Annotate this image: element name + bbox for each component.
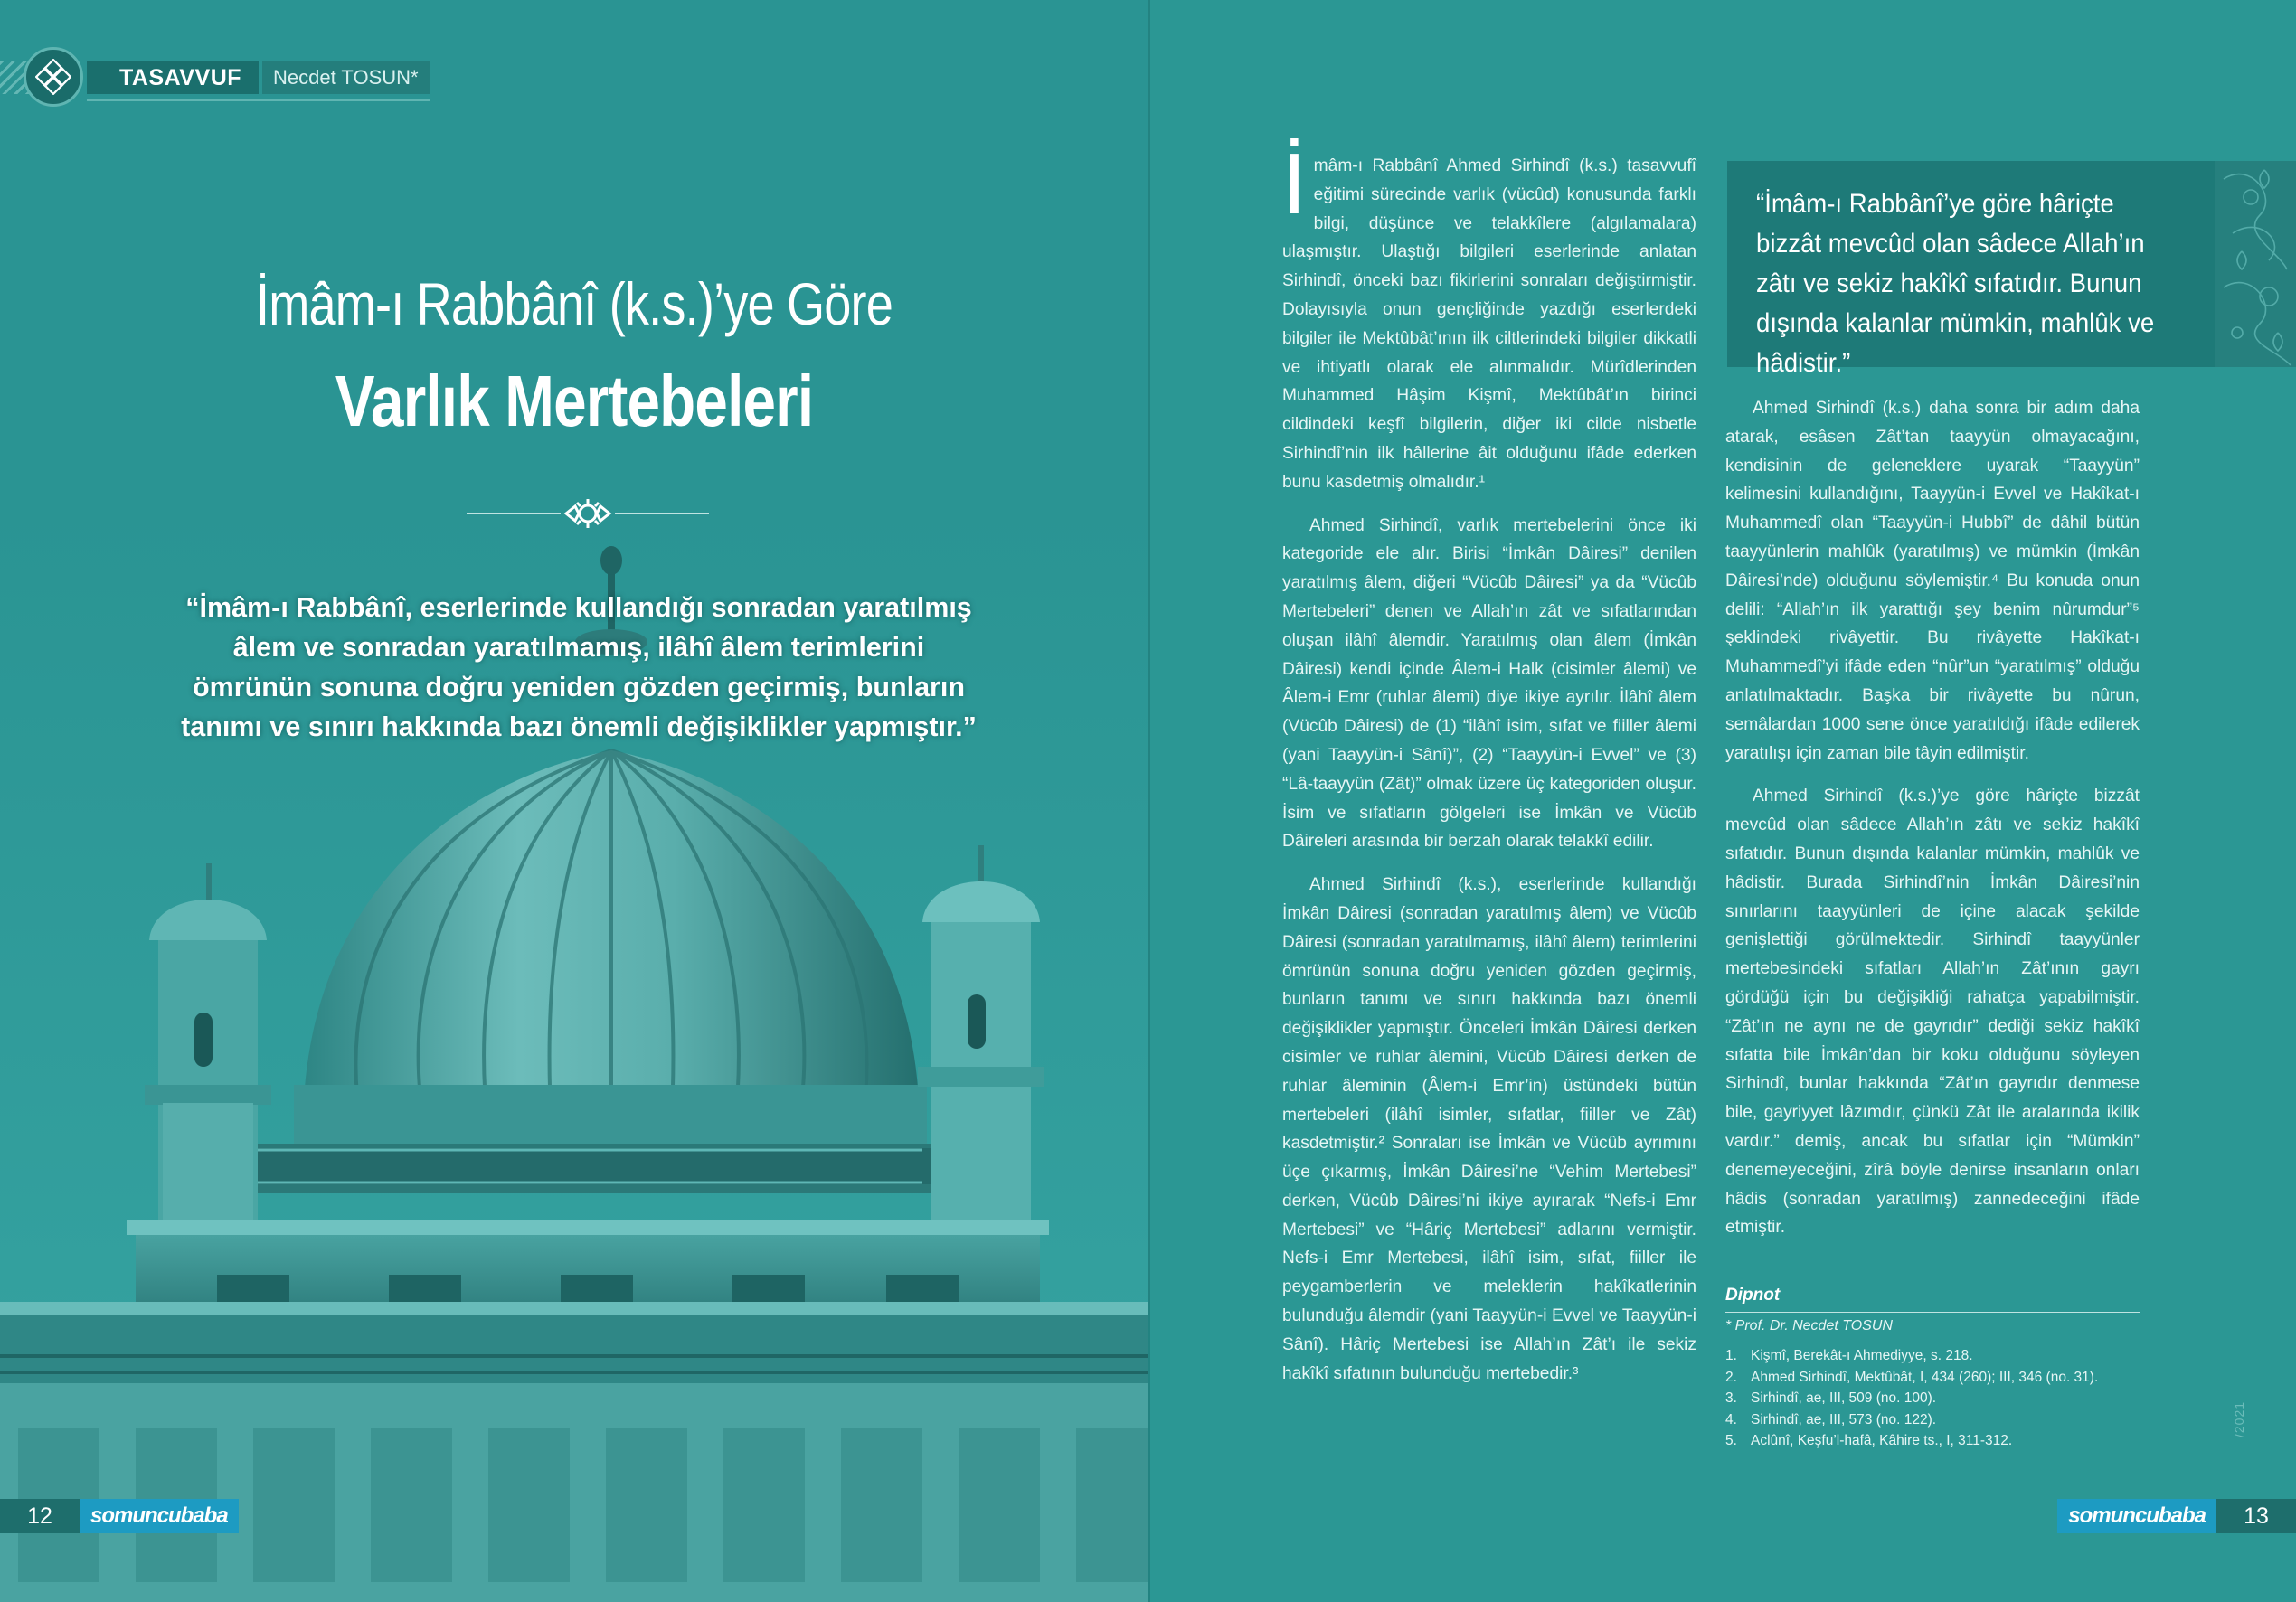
paragraph (1282, 136, 1696, 497)
drop-cap: İ (1282, 136, 1307, 232)
text-column-1 (1282, 136, 1696, 1402)
pull-quote-box (1727, 161, 2296, 378)
paragraph: Ahmed Sirhindî, varlık mertebelerini önce iki kategoride ele alır. Birisi “İmkân Dâiresi” denilen yaratılmış âlem, diğeri “Vücûb Dâiresi” ya da “Vücûb Mertebeleri” denen ve Allah’ın zât ve sıfatlarından oluşan ilâhî âlemdir. Yaratılmış olan âlem (İmkân Dâiresi) kendi içinde Âlem-i Halk (cisimler âlemi) ve Âlem-i Emr (ruhlar âlemi) diye ikiye ayrılır. İlâhî âlem (Vücûb Dâiresi) de (1) “ilâhî isim, sıfat ve fiiller âlemi (yani Taayyün-i Sânî)”, (2) “Taayyün-i Evvel” ve (3) “Lâ-taayyün (Zât)” olmak üzere üç kategoriden oluşur. İsim ve sıfatların gölgeleri ise İmkân ve Vücûb Dâireleri arasında bir berzah olarak telakkî edilir. (1282, 515, 1696, 852)
paragraph-text: mâm-ı Rabbânî Ahmed Sirhindî (k.s.) tasavvufî eğitimi sürecinde varlık (vücûd) konusunda farklı bilgi, düşünce ve telakkîlere (algılamalara) ulaşmıştır. Ulaştığı bilgileri eserlerinde anlatan Sirhindî, önceki bazı fikirlerini sonraları değiştirmiştir. Dolayısıyla onun gençliğinde yazdığı eserlerdeki bilgiler ile Mektûbât’ının ilk ciltlerindeki bilgiler dikkatli ve ihtiyatlı olarak ele alınmalıdır. Mürîdlerinden Muhammed Hâşim Kişmî, Mektûbât’ın birinci cildindeki keşfî bilgilerin, diğer iki cilde nisbetle Sirhindî’nin ilk hâllerine âit olduğunu ifâde ederken bunu kasdetmiş olmalıdır.¹ (1282, 156, 1696, 492)
footnote-item: 3. Sirhindî, ae, III, 509 (no. 100). (1725, 1390, 1937, 1406)
floral-pattern-icon (2215, 161, 2296, 367)
page-folio-left (0, 1499, 239, 1533)
magazine-brand-left: somuncubaba (80, 1499, 239, 1533)
page-number-right: 13 (2216, 1499, 2296, 1533)
article-title-line2: Varlık Mertebeleri (335, 361, 814, 441)
lead-quote: “İmâm-ı Rabbânî, eserlerinde kullandığı sonradan yaratılmış âlem ve sonradan yaratılmamış, ilâhî âlem terimlerini ömrünün sonuna doğru yeniden gözden geçirmiş, bunların tanımı ve sınırı hakkında bazı önemli değişiklikler yapmıştır.” (181, 592, 977, 742)
ornament-logo-icon (24, 47, 83, 107)
paragraph: Ahmed Sirhindî (k.s.), eserlerinde kullandığı İmkân Dâiresi (sonradan yaratılmış âlem) ve Vücûb Dâiresi (sonradan yaratılmamış, ilâhî âlem) terimlerini ömrünün sonuna doğru yeniden gözden geçirmiş, bunların tanımı ve sınırı hakkında bazı önemli değişiklikler yapmıştır. Önceleri İmkân Dâiresi derken cisimler ve ruhlar âlemini, Vücûb Dâiresi derken de ruhlar âleminin (Âlem-i Emr’in) üstündeki bütün mertebeleri (ilâhî isimler, sıfatlar, fiiller ve Zât) kasdetmiştir.² Sonraları ise İmkân ve Vücûb ayrımını üçe çıkarmış, İmkân Dâiresi’ne “Vehim Mertebesi” derken, Vücûb Dâiresi’ni ikiye ayırarak “Nefs-i Emr Mertebesi” ve “Hâriç Mertebesi” adlarını vermiştir. Nefs-i Emr Mertebesi, ilâhî isim, sıfat, fiiller ile peygamberlerin ve meleklerin hakîkatlerinin bulunduğu âlemdir (yani Taayyün-i Evvel ve Taayyün-i Sânî). Hâriç Mertebesi ise Allah’ın Zât’ı ile sekiz hakîkî sıfatının bulunduğu mertebedir.³ (1282, 875, 1696, 1383)
article-title-line1: İmâm-ı Rabbânî (k.s.)’ye Göre (255, 270, 893, 337)
paragraph: Ahmed Sirhindî (k.s.)’ye göre hâriçte bizzât mevcûd olan sâdece Allah’ın zâtı ve sekiz hakîkî sıfatıdır. Bunun dışında kalanlar mümkin, mahlûk ve hâdistir. Burada Sirhindî’nin İmkân Dâiresi’nin sınırlarını taayyünleri de içine alacak şekilde genişlettiği görülmektedir. Sirhindî taayyünler mertebesindeki sıfatları Allah’ın Zât’ının gayrı gördüğü için bu değişikliği rahatça yapabilmiştir. “Zât’ın ne aynı ne de gayrıdır” dediği sekiz hakîkî sıfatta bile İmkân’dan bir koku olduğunu söyleyen Sirhindî, bunlar hakkında “Zât’ın gayrıdır denmese bile, gayriyyet lâzımdır, çünkü Zât ile aralarında ikilik vardır.” demiş, ancak bu sıfatlar için “Mümkin” denemeyeceğini, zîrâ böyle denirse insanların onları hâdis (sonradan yaratılmış) zannedeceğini ifâde etmiştir. (1725, 787, 2140, 1238)
footnotes-divider (1725, 1312, 2140, 1313)
footnote-item: 2. Ahmed Sirhindî, Mektûbât, I, 434 (260); III, 346 (no. 31). (1725, 1369, 2099, 1385)
footnote-item: 5. Aclûnî, Keşfu’l-hafâ, Kâhire ts., I, 311-312. (1725, 1433, 2013, 1448)
header-underline (87, 99, 430, 101)
paragraph: Ahmed Sirhindî (k.s.) daha sonra bir adım daha atarak, esâsen Zât’tan taayyün olmayacağını, kendisinin de geleneklere uyarak “Taayyün” kelimesini kullandığını, Taayyün-i Evvel ve Hakîkat-ı Muhammedî olan “Taayyün-i Hubbî” de dâhil bütün taayyünlerin mahlûk (yaratılmış) ve mümkin (İmkân Dâiresi’nde) olduğunu söylemiştir.⁴ Bu konuda onun delili: “Allah’ın ilk yarattığı şey benim nûrumdur”⁵ şeklindeki rivâyettir. Bu rivâyette Hakîkat-ı Muhammedî’yi ifâde eden “nûr”un “yaratılmış” olduğu anlatılmaktadır. Başka bir rivâyette bu nûrun, semâlardan 1000 sene önce yaratıldığı ifâde edilerek yaratılışı için zaman bile tâyin edilmiştir. (1725, 399, 2140, 763)
footnote-item: 4. Sirhindî, ae, III, 573 (no. 122). (1725, 1411, 1937, 1428)
author-name: Necdet TOSUN* (262, 61, 430, 94)
footnotes-list (1725, 1345, 2141, 1452)
issue-date: /2021 (2232, 1400, 2246, 1437)
footnote-author: * Prof. Dr. Necdet TOSUN (1725, 1318, 1893, 1333)
section-category: TASAVVUF (87, 61, 259, 94)
pull-quote-text: “İmâm-ı Rabbânî’ye göre hâriçte bizzât mevcûd olan sâdece Allah’ın zâtı ve sekiz hakîkî sıfatıdır. Bunun dışında kalanlar mümkin, mahlûk ve hâdistir.” (1756, 189, 2155, 378)
right-page (1148, 0, 2296, 1602)
section-header (0, 52, 430, 101)
footnote-item: 1. Kişmî, Berekât-ı Ahmediyye, s. 218. (1725, 1348, 1973, 1363)
footnotes-title: Dipnot (1725, 1286, 1781, 1305)
text-column-2 (1725, 394, 2140, 1257)
divider-ornament-icon (467, 495, 709, 532)
magazine-brand-right: somuncubaba (2057, 1499, 2216, 1533)
page-number-left: 12 (0, 1499, 80, 1533)
page-folio-right (2057, 1499, 2296, 1533)
